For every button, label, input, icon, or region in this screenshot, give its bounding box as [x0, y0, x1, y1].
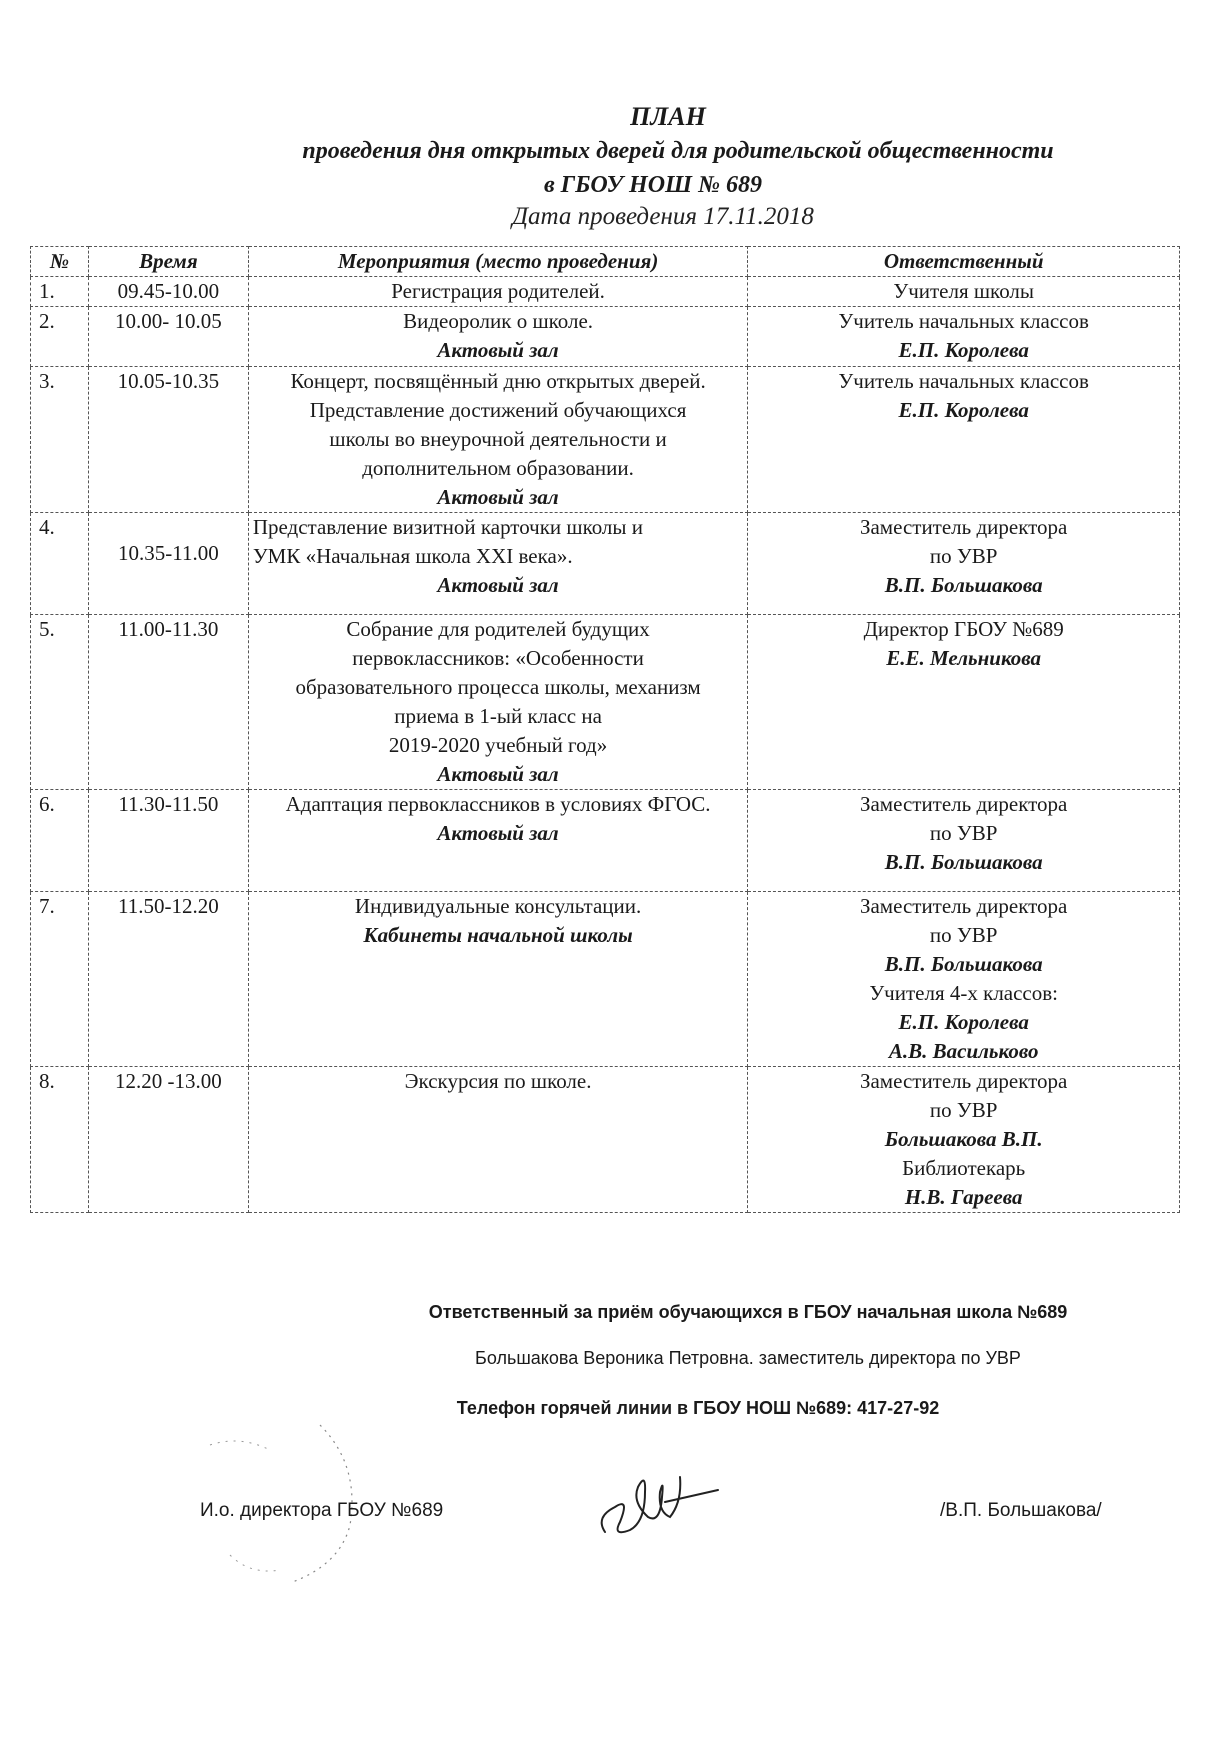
- document-title: [0, 100, 1216, 232]
- event-line: Адаптация первоклассников в условиях ФГОС.: [285, 792, 711, 816]
- responsible-role: Заместитель директора: [859, 1069, 1068, 1093]
- responsible-role: Учителя 4-х классов:: [869, 981, 1059, 1005]
- row-number: 4.: [31, 513, 89, 615]
- row-number: 8.: [31, 1067, 89, 1213]
- table-row: [31, 277, 1180, 307]
- row-time: 09.45-10.00: [88, 277, 248, 307]
- event-place: Актовый зал: [437, 485, 559, 509]
- title-subject: проведения дня открытых дверей для родительской общественности: [302, 138, 1054, 164]
- event-line: Экскурсия по школе.: [404, 1069, 592, 1093]
- table-row: [31, 513, 1180, 615]
- event-line: Индивидуальные консультации.: [354, 894, 642, 918]
- row-number: 1.: [31, 277, 89, 307]
- responsible-role: Учителя школы: [893, 279, 1035, 303]
- event-place: Актовый зал: [437, 338, 559, 362]
- responsible-person: Е.П. Королева: [898, 1010, 1029, 1034]
- event-place: Актовый зал: [437, 573, 559, 597]
- responsible-person: В.П. Большакова: [884, 952, 1043, 976]
- row-responsible: [748, 615, 1180, 790]
- event-line: Представление визитной карточки школы и: [252, 515, 644, 539]
- row-time: 11.00-11.30: [88, 615, 248, 790]
- signature-name: /В.П. Большакова/: [940, 1500, 1102, 1521]
- event-line: первоклассников: «Особенности: [352, 646, 644, 670]
- row-event: [248, 367, 748, 513]
- row-time: 12.20 -13.00: [88, 1067, 248, 1213]
- event-line: образовательного процесса школы, механизм: [295, 675, 701, 699]
- responsible-role: Учитель начальных классов: [838, 369, 1089, 393]
- responsible-person: Большакова В.П.: [884, 1127, 1043, 1151]
- responsible-role: Заместитель директора: [859, 894, 1068, 918]
- row-number: 2.: [31, 307, 89, 367]
- responsible-role: по УВР: [929, 923, 998, 947]
- title-date: Дата проведения 17.11.2018: [512, 203, 814, 230]
- event-line: Видеоролик о школе.: [403, 309, 594, 333]
- event-line: Представление достижений обучающихся: [309, 398, 687, 422]
- row-time: 10.35-11.00: [88, 513, 248, 615]
- row-event: [248, 892, 748, 1067]
- event-line: УМК «Начальная школа XXI века».: [252, 544, 573, 568]
- row-responsible: [748, 277, 1180, 307]
- event-place: Кабинеты начальной школы: [363, 923, 633, 947]
- row-responsible: [748, 513, 1180, 615]
- table-row: [31, 307, 1180, 367]
- stamp-mark: [150, 1405, 420, 1590]
- table-row: [31, 367, 1180, 513]
- event-line: 2019-2020 учебный год»: [388, 733, 608, 757]
- row-time: 11.50-12.20: [88, 892, 248, 1067]
- header-number: №: [31, 247, 89, 277]
- row-responsible: [748, 892, 1180, 1067]
- responsible-role: по УВР: [929, 544, 998, 568]
- plan-table: [30, 246, 1180, 1213]
- row-event: [248, 790, 748, 892]
- row-number: 7.: [31, 892, 89, 1067]
- responsible-role: Библиотекарь: [902, 1156, 1026, 1180]
- responsible-role: по УВР: [929, 1098, 998, 1122]
- responsible-role: Заместитель директора: [859, 515, 1068, 539]
- responsible-role: Заместитель директора: [859, 792, 1068, 816]
- row-event: [248, 277, 748, 307]
- table-body: [31, 277, 1180, 1213]
- row-time: 10.05-10.35: [88, 367, 248, 513]
- responsible-role: Учитель начальных классов: [838, 309, 1089, 333]
- responsible-person: В.П. Большакова: [884, 573, 1043, 597]
- event-line: Концерт, посвящённый дню открытых дверей.: [290, 369, 706, 393]
- row-event: [248, 307, 748, 367]
- table-row: [31, 892, 1180, 1067]
- row-number: 5.: [31, 615, 89, 790]
- row-responsible: [748, 307, 1180, 367]
- responsible-role: Директор ГБОУ №689: [863, 617, 1064, 641]
- event-line: приема в 1-ый класс на: [394, 704, 602, 728]
- responsible-person: Н.В. Гареева: [904, 1185, 1023, 1209]
- event-line: дополнительном образовании.: [362, 456, 634, 480]
- row-responsible: [748, 790, 1180, 892]
- responsible-role: по УВР: [929, 821, 998, 845]
- responsible-person: А.В. Васильково: [888, 1039, 1039, 1063]
- title-school: в ГБОУ НОШ № 689: [543, 172, 763, 198]
- header-event: Мероприятия (место проведения): [248, 247, 748, 277]
- responsible-person: В.П. Большакова: [884, 850, 1043, 874]
- handwritten-signature: [590, 1462, 720, 1542]
- title-plan: ПЛАН: [630, 102, 706, 131]
- footer-hotline: Телефон горячей линии в ГБОУ НОШ №689: 417-27-92: [456, 1398, 940, 1418]
- footer-responsible: Ответственный за приём обучающихся в ГБОУ начальная школа №689: [428, 1302, 1068, 1322]
- responsible-person: Е.Е. Мельникова: [886, 646, 1042, 670]
- table-row: [31, 1067, 1180, 1213]
- row-time: 11.30-11.50: [88, 790, 248, 892]
- row-responsible: [748, 367, 1180, 513]
- event-line: Собрание для родителей будущих: [346, 617, 650, 641]
- event-line: школы во внеурочной деятельности и: [329, 427, 667, 451]
- table-row: [31, 790, 1180, 892]
- row-number: 6.: [31, 790, 89, 892]
- footer-responsible-name: Большакова Вероника Петровна. заместитель директора по УВР: [475, 1348, 1021, 1368]
- row-event: [248, 513, 748, 615]
- header-time: Время: [88, 247, 248, 277]
- table-header-row: [31, 247, 1180, 277]
- row-event: [248, 615, 748, 790]
- table-row: [31, 615, 1180, 790]
- event-line: Регистрация родителей.: [391, 279, 605, 303]
- responsible-person: Е.П. Королева: [898, 338, 1029, 362]
- row-event: [248, 1067, 748, 1213]
- event-place: Актовый зал: [437, 762, 559, 786]
- header-responsible: Ответственный: [748, 247, 1180, 277]
- row-number: 3.: [31, 367, 89, 513]
- signature-position: И.о. директора ГБОУ №689: [200, 1500, 444, 1521]
- responsible-person: Е.П. Королева: [898, 398, 1029, 422]
- row-time: 10.00- 10.05: [88, 307, 248, 367]
- row-responsible: [748, 1067, 1180, 1213]
- event-place: Актовый зал: [437, 821, 559, 845]
